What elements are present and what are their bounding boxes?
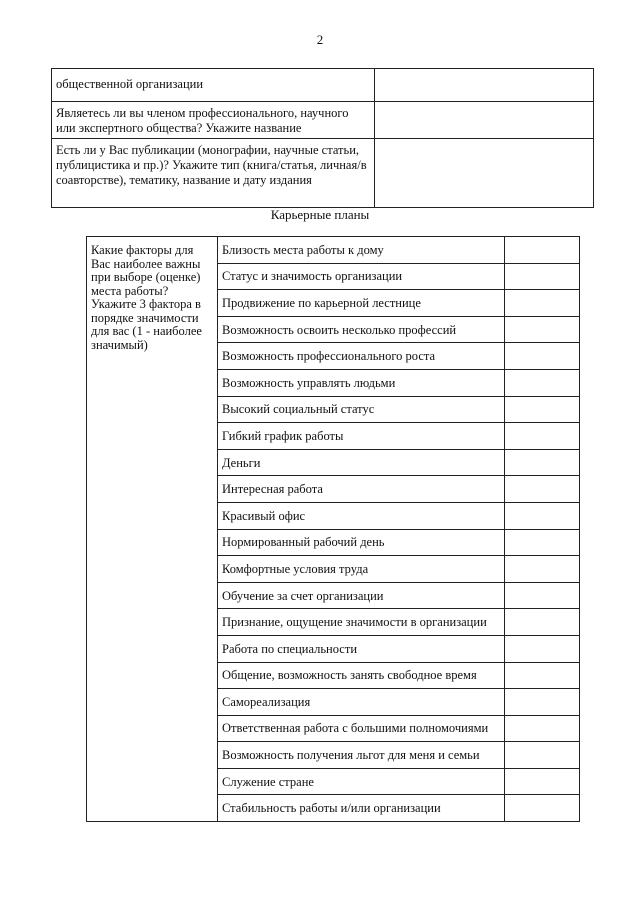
question-row — [52, 102, 594, 139]
career-factors-table — [86, 236, 580, 822]
factor-rank-cell[interactable] — [505, 715, 580, 742]
factor-label: Комфортные условия труда — [218, 556, 505, 583]
factor-rank-cell[interactable] — [505, 662, 580, 689]
factor-label: Общение, возможность занять свободное время — [218, 662, 505, 689]
factor-rank-cell[interactable] — [505, 529, 580, 556]
factor-rank-cell[interactable] — [505, 237, 580, 264]
factor-rank-cell[interactable] — [505, 449, 580, 476]
factor-label: Самореализация — [218, 689, 505, 716]
factor-label: Продвижение по карьерной лестнице — [218, 290, 505, 317]
answer-cell[interactable] — [375, 139, 594, 208]
factor-rank-cell[interactable] — [505, 556, 580, 583]
factor-rank-cell[interactable] — [505, 263, 580, 290]
factor-rank-cell[interactable] — [505, 502, 580, 529]
factor-rank-cell[interactable] — [505, 369, 580, 396]
factor-label: Возможность получения льгот для меня и семьи — [218, 742, 505, 769]
factor-rank-cell[interactable] — [505, 768, 580, 795]
factor-label: Статус и значимость организации — [218, 263, 505, 290]
factor-label: Работа по специальности — [218, 635, 505, 662]
factor-rank-cell[interactable] — [505, 290, 580, 317]
factor-label: Гибкий график работы — [218, 423, 505, 450]
factor-rank-cell[interactable] — [505, 423, 580, 450]
factor-rank-cell[interactable] — [505, 795, 580, 822]
question-text: Являетесь ли вы членом профессионального, научного или экспертного общества? Укажите название — [52, 102, 375, 139]
factor-label: Признание, ощущение значимости в организации — [218, 609, 505, 636]
factor-label: Ответственная работа с большими полномочиями — [218, 715, 505, 742]
factor-rank-cell[interactable] — [505, 742, 580, 769]
factor-rank-cell[interactable] — [505, 635, 580, 662]
factor-row — [87, 237, 580, 264]
question-text: общественной организации — [52, 69, 375, 102]
question-row — [52, 139, 594, 208]
factor-rank-cell[interactable] — [505, 476, 580, 503]
factor-label: Служение стране — [218, 768, 505, 795]
factor-label: Красивый офис — [218, 502, 505, 529]
factor-label: Возможность профессионального роста — [218, 343, 505, 370]
question-text: Есть ли у Вас публикации (монографии, научные статьи, публицистика и пр.)? Укажите тип (книга/статья, личная/в соавторстве), тематику, название и дату издания — [52, 139, 375, 208]
section-title: Карьерные планы — [270, 207, 370, 222]
factor-rank-cell[interactable] — [505, 396, 580, 423]
factor-label: Нормированный рабочий день — [218, 529, 505, 556]
factor-rank-cell[interactable] — [505, 689, 580, 716]
factor-label: Интересная работа — [218, 476, 505, 503]
factor-label: Высокий социальный статус — [218, 396, 505, 423]
answer-cell[interactable] — [375, 102, 594, 139]
factor-rank-cell[interactable] — [505, 316, 580, 343]
factor-rank-cell[interactable] — [505, 343, 580, 370]
factor-rank-cell[interactable] — [505, 582, 580, 609]
factor-label: Стабильность работы и/или организации — [218, 795, 505, 822]
factor-label: Близость места работы к дому — [218, 237, 505, 264]
factor-label: Деньги — [218, 449, 505, 476]
factor-label: Возможность управлять людьми — [218, 369, 505, 396]
factor-label: Возможность освоить несколько профессий — [218, 316, 505, 343]
factor-label: Обучение за счет организации — [218, 582, 505, 609]
factors-prompt: Какие факторы для Вас наиболее важны при выборе (оценке) места работы? Укажите 3 фактора в порядке значимости для вас (1 - наиболее значимый) — [87, 237, 218, 822]
previous-questions-table — [51, 68, 594, 208]
question-row — [52, 69, 594, 102]
page-number: 2 — [316, 32, 324, 47]
factor-rank-cell[interactable] — [505, 609, 580, 636]
answer-cell[interactable] — [375, 69, 594, 102]
